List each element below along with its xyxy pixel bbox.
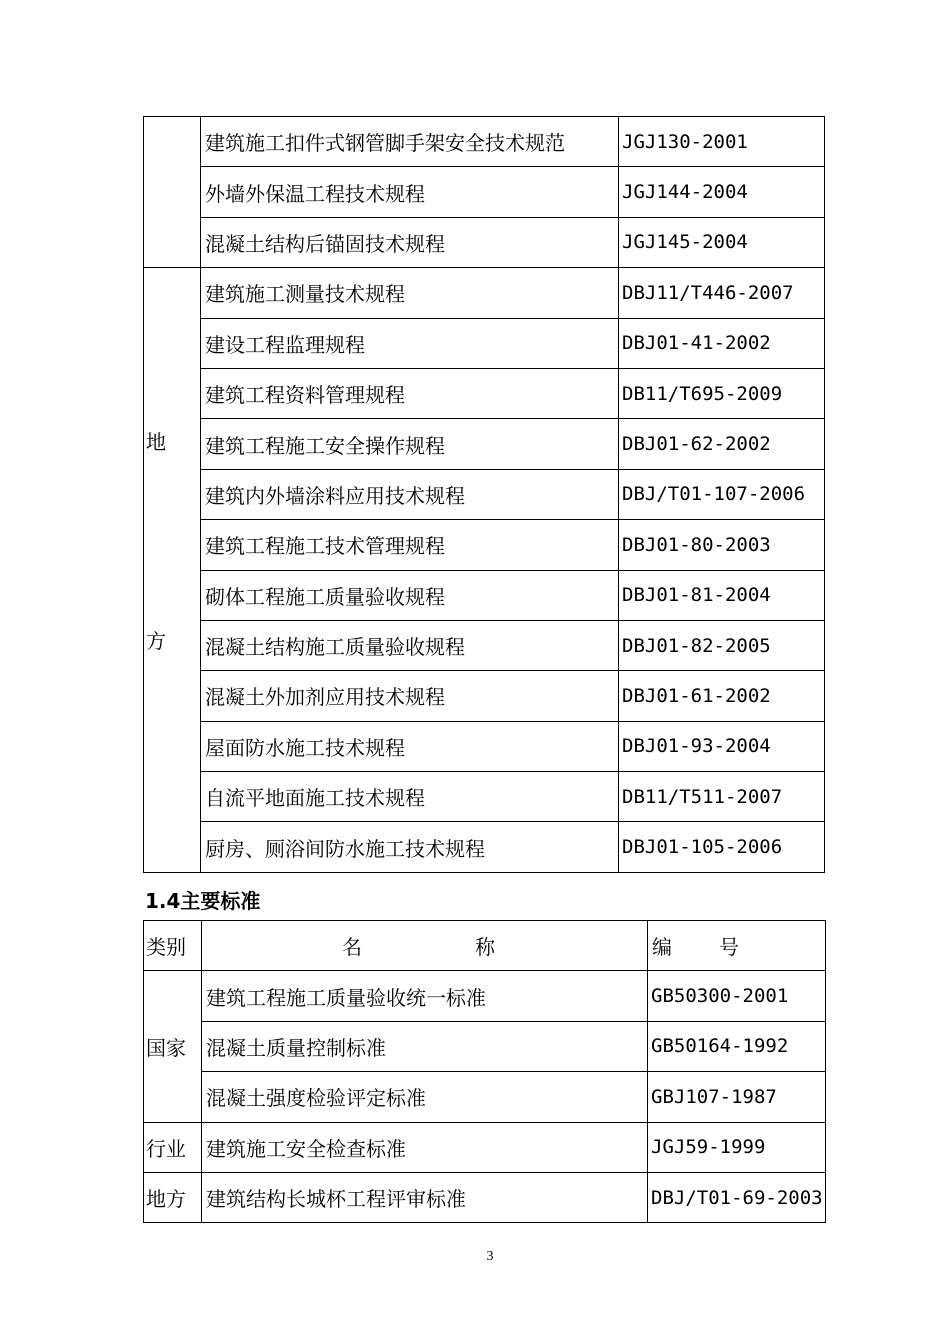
table-row <box>144 1172 826 1222</box>
standard-name: 混凝土质量控制标准 <box>202 1021 648 1071</box>
standard-name: 建筑施工安全检查标准 <box>202 1122 648 1172</box>
table-row <box>144 268 825 318</box>
standard-code: DBJ11/T446-2007 <box>619 268 825 318</box>
table-header-row <box>144 921 826 971</box>
standard-name: 外墙外保温工程技术规程 <box>201 167 619 217</box>
standard-code: DBJ01-93-2004 <box>619 721 825 771</box>
standard-code: DBJ/T01-69-2003 <box>648 1172 826 1222</box>
category-cell-local: 地方 <box>144 1172 202 1222</box>
header-code-char-2: 号 <box>719 935 739 960</box>
standard-code: DBJ01-61-2002 <box>619 671 825 721</box>
table-row <box>144 570 825 620</box>
standards-table <box>143 920 826 1223</box>
standard-code: DBJ01-80-2003 <box>619 520 825 570</box>
standard-name: 建筑施工扣件式钢管脚手架安全技术规范 <box>201 117 619 167</box>
header-category: 类别 <box>144 921 202 971</box>
table-row <box>144 671 825 721</box>
table-row <box>144 1021 826 1071</box>
table-row <box>144 117 825 167</box>
standard-code: JGJ145-2004 <box>619 217 825 267</box>
category-cell-blank <box>144 117 201 268</box>
header-name-char-1: 名 <box>342 935 362 960</box>
section-title: 1.4主要标准 <box>145 889 261 913</box>
standard-name: 砌体工程施工质量验收规程 <box>201 570 619 620</box>
standard-name: 建筑施工测量技术规程 <box>201 268 619 318</box>
standard-code: JGJ130-2001 <box>619 117 825 167</box>
standard-code: DBJ01-82-2005 <box>619 620 825 670</box>
standard-name: 混凝土强度检验评定标准 <box>202 1072 648 1122</box>
standard-name: 屋面防水施工技术规程 <box>201 721 619 771</box>
table-row <box>144 368 825 418</box>
standard-code: GB50164-1992 <box>648 1021 826 1071</box>
table-row <box>144 721 825 771</box>
category-cell-local <box>144 268 201 873</box>
standard-code: DBJ/T01-107-2006 <box>619 469 825 519</box>
standard-name: 厨房、厕浴间防水施工技术规程 <box>201 822 619 872</box>
page-number: 3 <box>486 1249 494 1264</box>
standard-code: DBJ01-41-2002 <box>619 318 825 368</box>
category-label-local-1: 地 <box>146 430 166 455</box>
category-cell-national: 国家 <box>144 971 202 1122</box>
table-row <box>144 419 825 469</box>
standard-code: DB11/T511-2007 <box>619 772 825 822</box>
table-row <box>144 620 825 670</box>
standard-name: 建筑工程施工技术管理规程 <box>201 520 619 570</box>
standard-code: DBJ01-81-2004 <box>619 570 825 620</box>
standard-name: 建设工程监理规程 <box>201 318 619 368</box>
table-row <box>144 469 825 519</box>
table-row <box>144 217 825 267</box>
standard-code: DBJ01-105-2006 <box>619 822 825 872</box>
standard-name: 建筑工程施工质量验收统一标准 <box>202 971 648 1021</box>
standard-name: 建筑工程施工安全操作规程 <box>201 419 619 469</box>
table-row <box>144 520 825 570</box>
table-row <box>144 822 825 872</box>
standard-name: 混凝土外加剂应用技术规程 <box>201 671 619 721</box>
table-row <box>144 1122 826 1172</box>
table-row <box>144 318 825 368</box>
regulations-table <box>143 116 825 873</box>
standard-name: 建筑内外墙涂料应用技术规程 <box>201 469 619 519</box>
standard-code: DB11/T695-2009 <box>619 368 825 418</box>
table-row <box>144 1072 826 1122</box>
header-code <box>648 921 826 971</box>
standard-name: 混凝土结构后锚固技术规程 <box>201 217 619 267</box>
standard-name: 混凝土结构施工质量验收规程 <box>201 620 619 670</box>
standard-name: 自流平地面施工技术规程 <box>201 772 619 822</box>
table-row <box>144 167 825 217</box>
table-row <box>144 772 825 822</box>
standard-code: GBJ107-1987 <box>648 1072 826 1122</box>
standard-code: JGJ144-2004 <box>619 167 825 217</box>
category-label-local-2: 方 <box>146 629 166 654</box>
standard-name: 建筑结构长城杯工程评审标准 <box>202 1172 648 1222</box>
category-cell-industry: 行业 <box>144 1122 202 1172</box>
standard-name: 建筑工程资料管理规程 <box>201 368 619 418</box>
standard-code: JGJ59-1999 <box>648 1122 826 1172</box>
standard-code: GB50300-2001 <box>648 971 826 1021</box>
header-name <box>202 921 648 971</box>
standard-code: DBJ01-62-2002 <box>619 419 825 469</box>
table-row <box>144 971 826 1021</box>
header-name-char-2: 称 <box>475 935 495 960</box>
header-code-char-1: 编 <box>652 935 672 960</box>
